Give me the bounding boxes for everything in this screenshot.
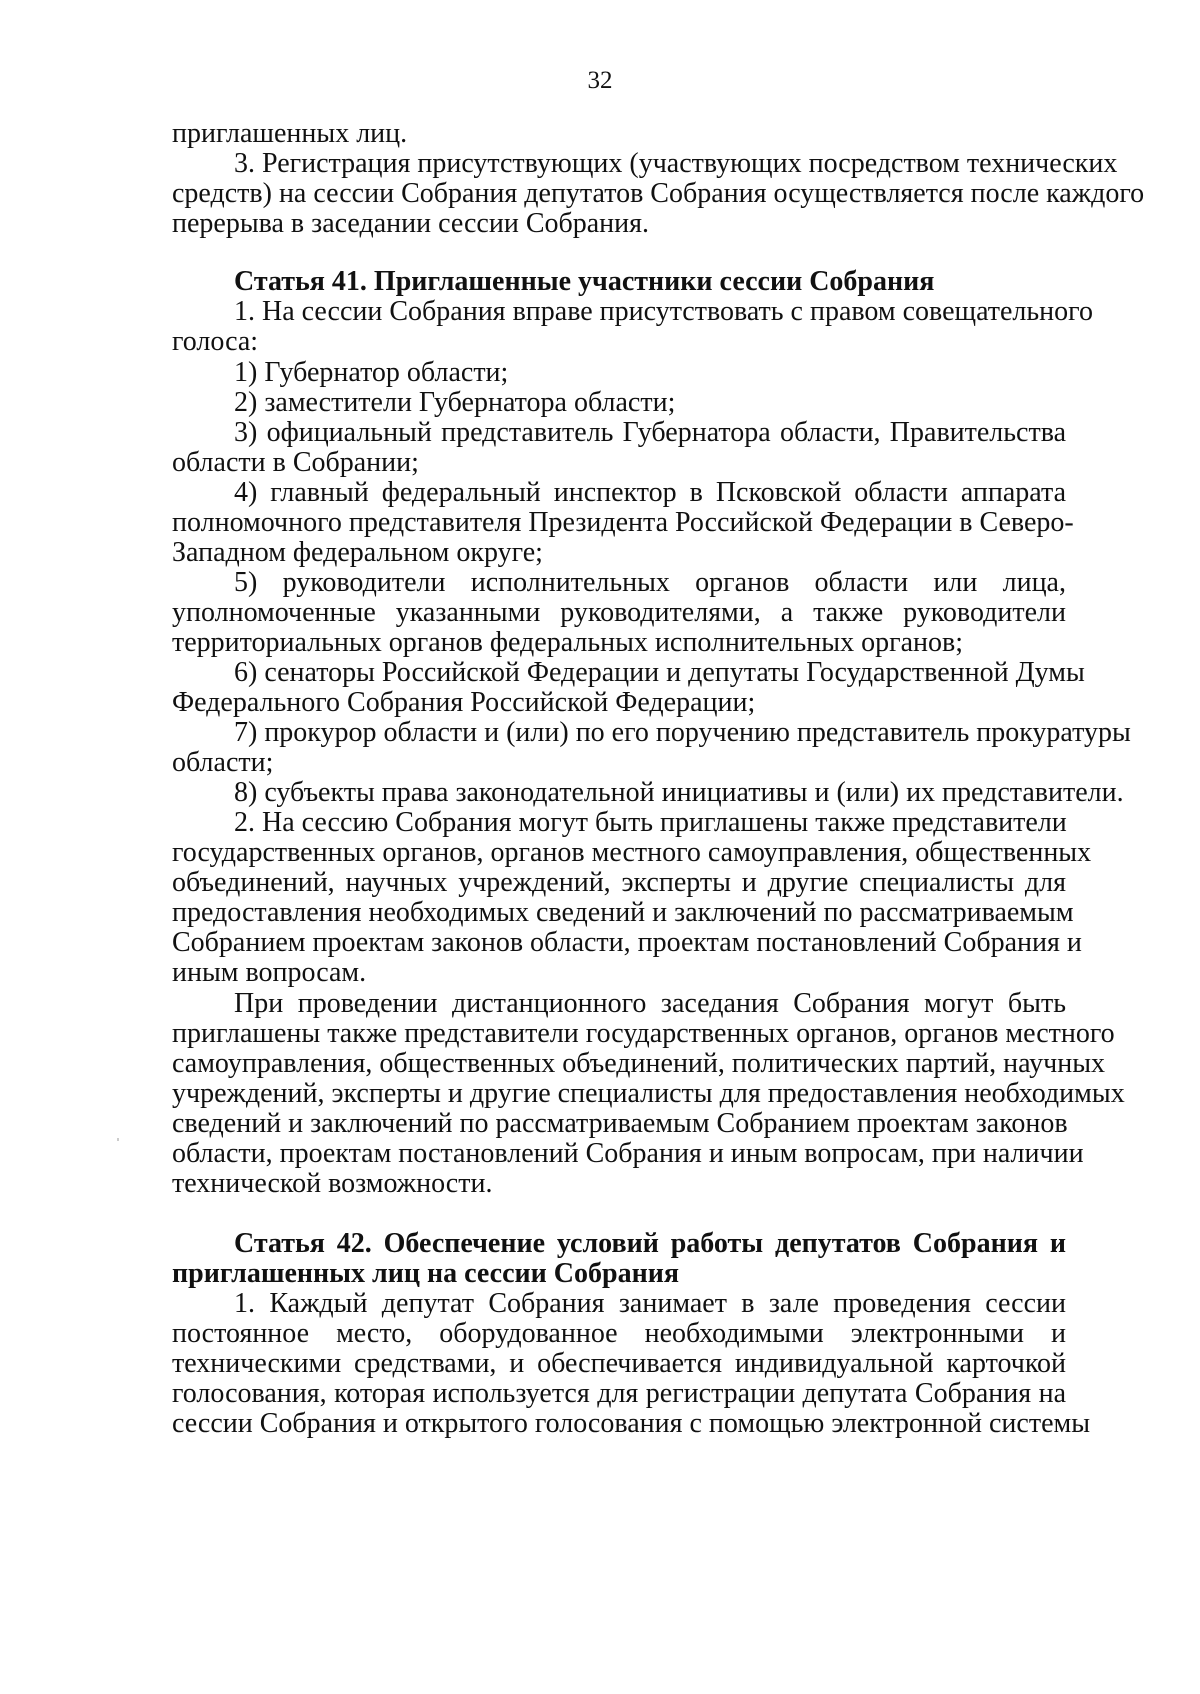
text-line: области, проектам постановлений Собрания и иным вопросам, при наличии — [172, 1138, 1084, 1169]
text-line: 1. На сессии Собрания вправе присутствовать с правом совещательного — [234, 296, 1093, 327]
text-line: 7) прокурор области и (или) по его поручению представитель прокуратуры — [234, 717, 1131, 748]
text-line: полномочного представителя Президента Российской Федерации в Северо- — [172, 507, 1074, 538]
text-line: голосования, которая используется для регистрации депутата Собрания на — [172, 1378, 1066, 1409]
text-line: объединений, научных учреждений, эксперты и другие специалисты для — [172, 867, 1066, 898]
text-line: государственных органов, органов местного самоуправления, общественных — [172, 837, 1092, 868]
text-line: 1) Губернатор области; — [234, 357, 509, 388]
text-line: территориальных органов федеральных исполнительных органов; — [172, 627, 963, 658]
text-line: голоса: — [172, 326, 259, 357]
text-line: постоянное место, оборудованное необходимыми электронными и — [172, 1318, 1066, 1349]
text-line: иным вопросам. — [172, 957, 367, 988]
text-line: 1. Каждый депутат Собрания занимает в зале проведения сессии — [234, 1288, 1066, 1319]
text-line: технической возможности. — [172, 1168, 493, 1199]
text-line: учреждений, эксперты и другие специалисты для предоставления необходимых — [172, 1078, 1125, 1109]
text-line: области; — [172, 747, 274, 778]
text-line: самоуправления, общественных объединений, политических партий, научных — [172, 1048, 1106, 1079]
text-line: 3) официальный представитель Губернатора области, Правительства — [234, 417, 1066, 448]
text-line: 3. Регистрация присутствующих (участвующих посредством технических — [234, 148, 1118, 179]
scan-speck — [117, 1138, 119, 1141]
text-line: 5) руководители исполнительных органов области или лица, — [234, 567, 1066, 598]
text-line: Федерального Собрания Российской Федерации; — [172, 687, 756, 718]
text-line: 2. На сессию Собрания могут быть приглашены также представители — [234, 807, 1067, 838]
article-heading: Статья 41. Приглашенные участники сессии Собрания — [234, 266, 935, 297]
page-number: 32 — [587, 67, 613, 94]
text-line: 6) сенаторы Российской Федерации и депутаты Государственной Думы — [234, 657, 1085, 688]
text-line: 2) заместители Губернатора области; — [234, 387, 676, 418]
text-line: предоставления необходимых сведений и заключений по рассматриваемым — [172, 897, 1074, 928]
text-line: средств) на сессии Собрания депутатов Собрания осуществляется после каждого — [172, 178, 1145, 209]
text-line: При проведении дистанционного заседания Собрания могут быть — [234, 988, 1066, 1019]
text-line: Собранием проектам законов области, проектам постановлений Собрания и — [172, 927, 1082, 958]
text-line: перерыва в заседании сессии Собрания. — [172, 208, 650, 239]
text-line: сессии Собрания и открытого голосования с помощью электронной системы — [172, 1408, 1091, 1439]
text-line: сведений и заключений по рассматриваемым Собранием проектам законов — [172, 1108, 1068, 1139]
article-heading: приглашенных лиц на сессии Собрания — [172, 1258, 680, 1289]
text-line: техническими средствами, и обеспечивается индивидуальной карточкой — [172, 1348, 1066, 1379]
text-line: 4) главный федеральный инспектор в Псковской области аппарата — [234, 477, 1066, 508]
text-line: области в Собрании; — [172, 447, 419, 478]
text-line: Западном федеральном округе; — [172, 537, 543, 568]
text-line: 8) субъекты права законодательной инициативы и (или) их представители. — [234, 777, 1124, 808]
text-line: уполномоченные указанными руководителями, а также руководители — [172, 597, 1066, 628]
text-line: приглашенных лиц. — [172, 118, 408, 149]
text-line: приглашены также представители государственных органов, органов местного — [172, 1018, 1115, 1049]
article-heading: Статья 42. Обеспечение условий работы депутатов Собрания и — [234, 1228, 1066, 1259]
